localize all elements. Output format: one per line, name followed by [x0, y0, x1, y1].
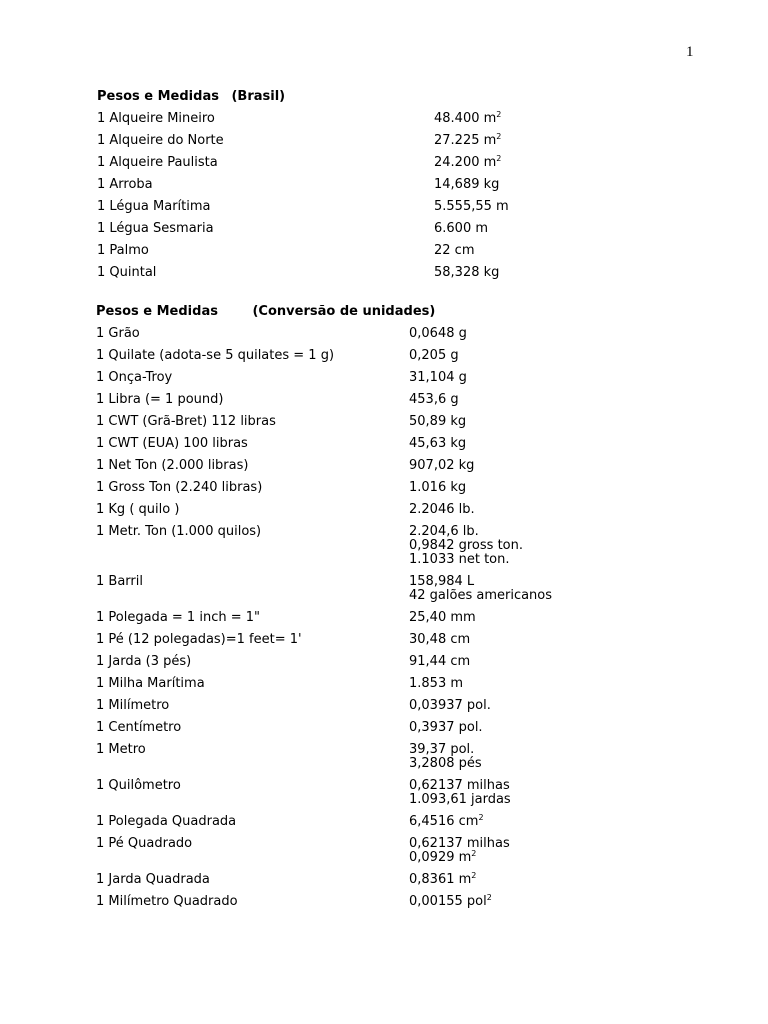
measure-value	[409, 611, 552, 625]
measure-row	[97, 156, 509, 178]
value-line	[409, 437, 552, 451]
measure-value	[409, 437, 552, 451]
measure-row	[96, 437, 552, 459]
measure-label: 1 Quintal	[97, 265, 157, 280]
value-text: 30,48 cm	[409, 632, 471, 647]
measure-value	[409, 721, 552, 735]
measure-value	[409, 525, 552, 567]
superscript-exponent: 2	[496, 110, 502, 119]
value-text: 42 galões americanos	[409, 588, 553, 603]
value-line	[434, 200, 509, 214]
measure-row	[97, 244, 509, 266]
section-subtitle: (Conversão de unidades)	[252, 304, 436, 319]
measure-row	[96, 815, 552, 837]
value-line	[409, 699, 552, 713]
measure-label: 1 Pé (12 polegadas)=1 feet= 1'	[96, 632, 302, 647]
value-text: 0,00155 pol	[409, 894, 487, 909]
measure-row	[97, 266, 509, 288]
measure-value	[409, 743, 552, 771]
value-text: 22 cm	[434, 243, 475, 258]
superscript-exponent: 2	[471, 871, 477, 880]
measure-value	[409, 837, 552, 865]
measure-row	[96, 575, 552, 611]
measure-label: 1 Metr. Ton (1.000 quilos)	[96, 524, 262, 539]
measure-label: 1 Légua Sesmaria	[97, 221, 214, 236]
measure-value	[409, 327, 552, 341]
measure-label: 1 Centímetro	[96, 720, 182, 735]
measure-row	[96, 721, 552, 743]
value-line	[409, 779, 552, 793]
measure-label: 1 Légua Marítima	[97, 199, 211, 214]
section-heading	[97, 90, 509, 112]
measure-value	[409, 393, 552, 407]
measure-label: 1 CWT (Grã-Bret) 112 libras	[96, 414, 276, 429]
value-text: 6,4516 cm	[409, 814, 479, 829]
measure-label: 1 Arroba	[97, 177, 153, 192]
measure-value	[434, 222, 509, 236]
measure-label: 1 Net Ton (2.000 libras)	[96, 458, 249, 473]
value-text: 0,62137 milhas	[409, 778, 510, 793]
value-line	[434, 112, 509, 126]
superscript-exponent: 2	[486, 893, 492, 902]
value-text: 0,03937 pol.	[409, 698, 491, 713]
value-text: 0,8361 m	[409, 872, 472, 887]
measure-value	[409, 459, 552, 473]
value-text: 48.400 m	[434, 111, 497, 126]
value-line	[434, 266, 509, 280]
value-line	[409, 743, 552, 757]
measure-value	[434, 178, 509, 192]
value-text: 50,89 kg	[409, 414, 467, 429]
measure-value	[434, 266, 509, 280]
measure-row	[97, 222, 509, 244]
measure-value	[409, 575, 552, 603]
value-line	[434, 178, 509, 192]
value-text: 25,40 mm	[409, 610, 476, 625]
measure-row	[97, 178, 509, 200]
measure-label: 1 Gross Ton (2.240 libras)	[96, 480, 263, 495]
value-line	[434, 134, 509, 148]
measure-label: 1 Quilômetro	[96, 778, 181, 793]
measure-label: 1 Milímetro Quadrado	[96, 894, 238, 909]
value-line	[434, 222, 509, 236]
value-line	[409, 459, 552, 473]
measure-label: 1 Barril	[96, 574, 143, 589]
measure-value	[409, 699, 552, 713]
value-text: 0,0929 m	[409, 850, 472, 865]
value-text: 1.1033 net ton.	[409, 552, 510, 567]
value-text: 2.204,6 lb.	[409, 524, 479, 539]
measure-row	[96, 655, 552, 677]
value-text: 14,689 kg	[434, 177, 500, 192]
measure-value	[409, 503, 552, 517]
measure-label: 1 Jarda (3 pés)	[96, 654, 192, 669]
section-title: Pesos e Medidas	[96, 304, 218, 319]
section-heading	[96, 305, 552, 327]
value-text: 45,63 kg	[409, 436, 467, 451]
value-line	[409, 837, 552, 851]
value-line	[434, 156, 509, 170]
value-line	[409, 327, 552, 341]
value-text: 3,2808 pés	[409, 756, 482, 771]
measure-list	[97, 112, 509, 288]
measure-label: 1 Alqueire Paulista	[97, 155, 218, 170]
value-text: 1.853 m	[409, 676, 464, 691]
value-text: 31,104 g	[409, 370, 467, 385]
measure-row	[96, 633, 552, 655]
value-line	[434, 244, 509, 258]
measure-label: 1 CWT (EUA) 100 libras	[96, 436, 248, 451]
value-text: 6.600 m	[434, 221, 489, 236]
measure-label: 1 Alqueire do Norte	[97, 133, 224, 148]
measure-row	[96, 699, 552, 721]
measure-value	[434, 244, 509, 258]
measure-row	[96, 349, 552, 371]
measure-row	[96, 837, 552, 873]
superscript-exponent: 2	[496, 154, 502, 163]
measure-label: 1 Metro	[96, 742, 146, 757]
value-line	[409, 481, 552, 495]
value-line	[409, 589, 552, 603]
value-line	[409, 655, 552, 669]
value-text: 5.555,55 m	[434, 199, 509, 214]
value-line	[409, 539, 552, 553]
value-text: 158,984 L	[409, 574, 475, 589]
value-line	[409, 553, 552, 567]
value-text: 0,62137 milhas	[409, 836, 510, 851]
value-line	[409, 793, 552, 807]
value-text: 0,205 g	[409, 348, 459, 363]
section-title: Pesos e Medidas	[97, 89, 219, 104]
value-line	[409, 575, 552, 589]
measure-label: 1 Alqueire Mineiro	[97, 111, 215, 126]
value-text: 907,02 kg	[409, 458, 475, 473]
measure-row	[96, 779, 552, 815]
section-subtitle: (Brasil)	[231, 89, 286, 104]
value-line	[409, 611, 552, 625]
superscript-exponent: 2	[478, 813, 484, 822]
value-text: 24.200 m	[434, 155, 497, 170]
measure-value	[434, 156, 509, 170]
measure-row	[96, 743, 552, 779]
measure-list	[96, 327, 552, 917]
measure-label: 1 Pé Quadrado	[96, 836, 193, 851]
value-text: 91,44 cm	[409, 654, 471, 669]
value-line	[409, 525, 552, 539]
measure-value	[434, 112, 509, 126]
measure-row	[97, 112, 509, 134]
measure-value	[409, 895, 552, 909]
value-text: 1.093,61 jardas	[409, 792, 511, 807]
value-line	[409, 371, 552, 385]
value-text: 27.225 m	[434, 133, 497, 148]
value-line	[409, 633, 552, 647]
measure-label: 1 Grão	[96, 326, 140, 341]
value-line	[409, 757, 552, 771]
measure-row	[96, 677, 552, 699]
measure-row	[96, 525, 552, 575]
value-text: 0,0648 g	[409, 326, 467, 341]
measure-value	[409, 633, 552, 647]
measure-value	[409, 415, 552, 429]
measure-row	[96, 873, 552, 895]
measure-row	[96, 415, 552, 437]
measure-row	[96, 503, 552, 525]
measure-value	[409, 815, 552, 829]
measure-value	[409, 481, 552, 495]
section-conversao	[96, 305, 552, 917]
value-text: 453,6 g	[409, 392, 459, 407]
value-line	[409, 873, 552, 887]
value-line	[409, 503, 552, 517]
page-number: 1	[686, 44, 694, 60]
measure-row	[96, 895, 552, 917]
value-line	[409, 415, 552, 429]
measure-label: 1 Milímetro	[96, 698, 170, 713]
value-text: 2.2046 lb.	[409, 502, 475, 517]
value-line	[409, 815, 552, 829]
superscript-exponent: 2	[496, 132, 502, 141]
measure-row	[96, 459, 552, 481]
value-text: 58,328 kg	[434, 265, 500, 280]
value-line	[409, 895, 552, 909]
measure-row	[96, 481, 552, 503]
measure-value	[434, 134, 509, 148]
measure-label: 1 Polegada = 1 inch = 1"	[96, 610, 260, 625]
value-line	[409, 677, 552, 691]
measure-value	[409, 349, 552, 363]
superscript-exponent: 2	[471, 849, 477, 858]
measure-label: 1 Milha Marítima	[96, 676, 205, 691]
measure-label: 1 Jarda Quadrada	[96, 872, 210, 887]
measure-row	[97, 134, 509, 156]
measure-row	[96, 327, 552, 349]
measure-row	[96, 611, 552, 633]
value-line	[409, 393, 552, 407]
measure-row	[97, 200, 509, 222]
value-line	[409, 851, 552, 865]
measure-row	[96, 393, 552, 415]
measure-value	[409, 655, 552, 669]
measure-label: 1 Kg ( quilo )	[96, 502, 180, 517]
value-text: 39,37 pol.	[409, 742, 475, 757]
value-text: 0,9842 gross ton.	[409, 538, 523, 553]
value-text: 0,3937 pol.	[409, 720, 483, 735]
measure-label: 1 Palmo	[97, 243, 149, 258]
measure-value	[434, 200, 509, 214]
value-text: 1.016 kg	[409, 480, 467, 495]
measure-value	[409, 371, 552, 385]
measure-row	[96, 371, 552, 393]
measure-label: 1 Libra (= 1 pound)	[96, 392, 224, 407]
measure-value	[409, 677, 552, 691]
value-line	[409, 349, 552, 363]
measure-label: 1 Quilate (adota-se 5 quilates = 1 g)	[96, 348, 335, 363]
measure-label: 1 Polegada Quadrada	[96, 814, 237, 829]
measure-label: 1 Onça-Troy	[96, 370, 173, 385]
measure-value	[409, 779, 552, 807]
section-brasil	[97, 90, 509, 288]
measure-value	[409, 873, 552, 887]
value-line	[409, 721, 552, 735]
